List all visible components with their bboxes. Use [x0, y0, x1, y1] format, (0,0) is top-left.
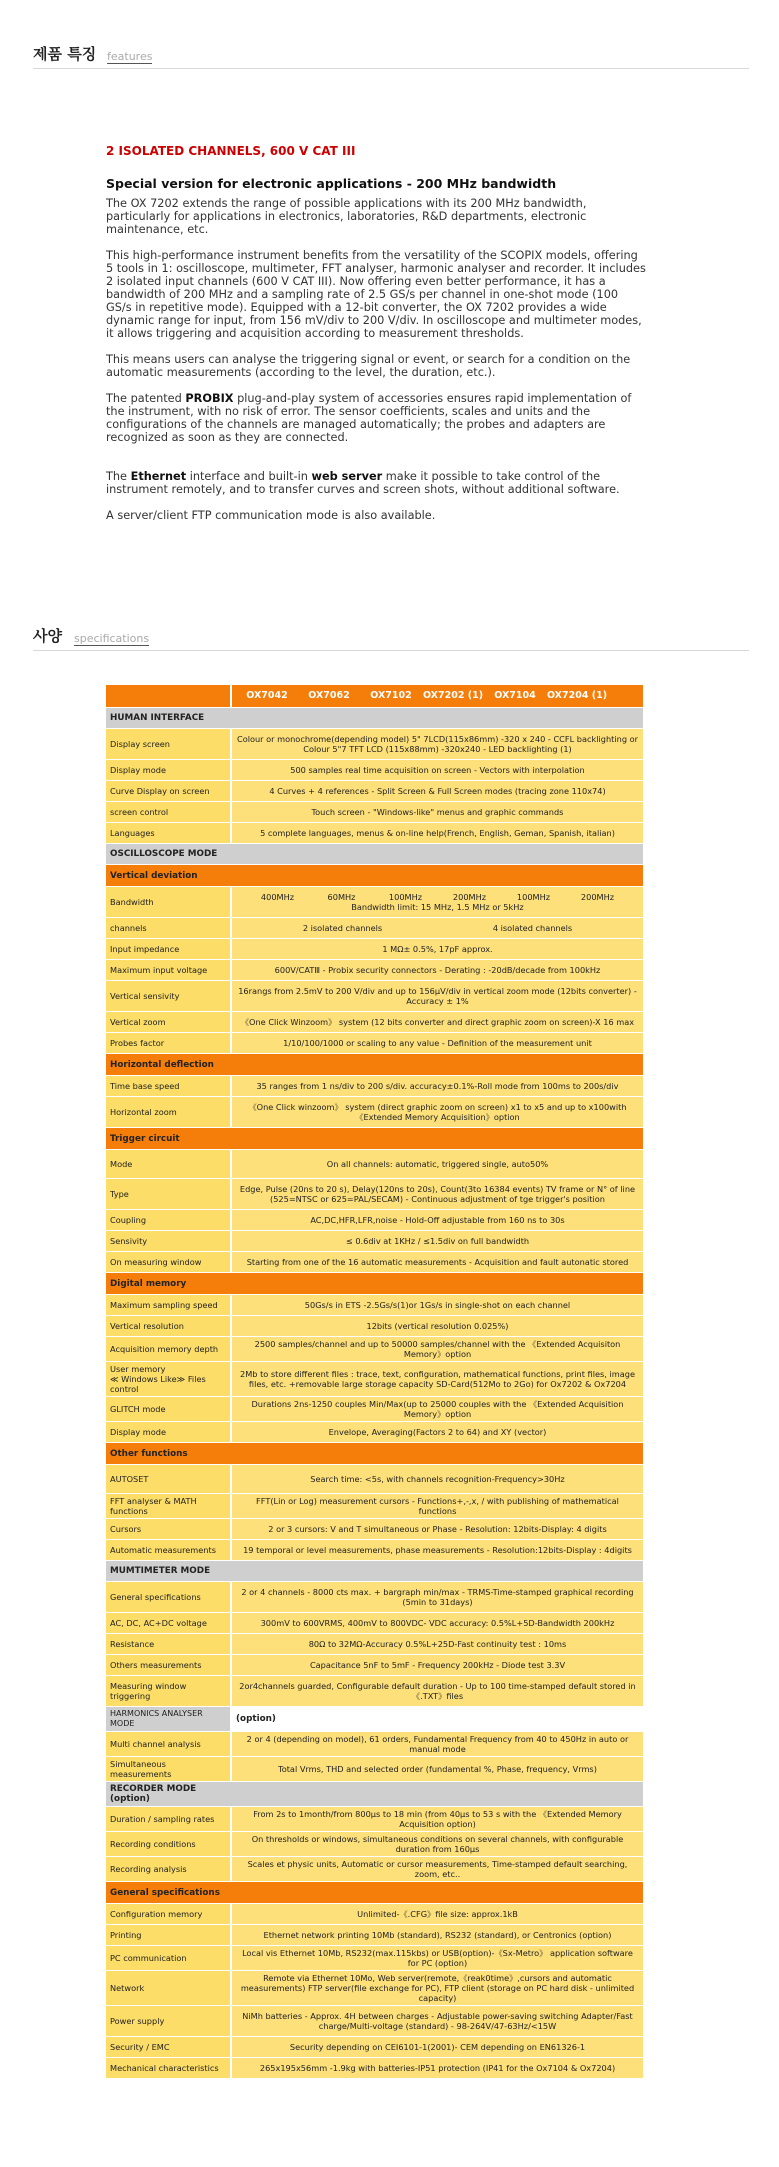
features-title-ko: 제품 특징	[33, 45, 97, 63]
table-row	[106, 2058, 643, 2078]
model-header-3: OX7202 (1)	[422, 690, 484, 701]
row-value: NiMh batteries - Approx. 4H between charges - Adjustable power-saving switching Adapter/Fast charge/Multi-voltage (standard) - 98-264V/47-63Hz/<15W	[232, 2006, 643, 2036]
features-paragraph-2: This high-performance instrument benefits from the versatility of the SCOPIX models, offering 5 tools in 1: oscilloscope, multimeter, FFT analyser, harmonic analyser and recorder. It includes 2 isolated input channels (600 V CAT III). Now offering even better performance, it has a bandwidth of 200 MHz and a sampling rate of 2.5 GS/s per channel in one-shot mode (100 GS/s in repetitive mode). Equipped with a 12-bit converter, the OX 7202 provides a wide dynamic range for input, from 156 mV/div to 200 V/div. In oscilloscope and multimeter modes, it allows triggering and acquisition according to measurement thresholds.	[106, 249, 646, 340]
row-value: Search time: <5s, with channels recognition-Frequency>30Hz	[232, 1465, 643, 1493]
row-label: Time base speed	[106, 1076, 232, 1096]
bandwidth-5: 200MHz	[580, 892, 615, 902]
table-row	[106, 887, 643, 917]
row-value: 600V/CATⅢ - Probix security connectors - Derating : -20dB/decade from 100kHz	[232, 960, 643, 980]
row-value: 265x195x56mm -1.9kg with batteries-IP51 protection (IP41 for the Ox7104 & Ox7204)	[232, 2058, 643, 2078]
section-label: General specifications	[106, 1882, 232, 1903]
model-header-row	[106, 685, 643, 707]
table-row	[106, 729, 643, 759]
row-label: screen control	[106, 802, 232, 822]
row-value: 2 or 4 (depending on model), 61 orders, Fundamental Frequency from 40 to 450Hz in auto or manual mode	[232, 1732, 643, 1756]
table-row	[106, 1757, 643, 1781]
section-label: Horizontal deflection	[106, 1054, 232, 1075]
row-label: Measuring window triggering	[106, 1676, 232, 1706]
section-label: Other functions	[106, 1443, 232, 1464]
row-value: Scales et physic units, Automatic or cursor measurements, Time-stamped default searching, zoom, etc..	[232, 1857, 643, 1881]
section-row	[106, 1707, 643, 1731]
row-label: Sensivity	[106, 1231, 232, 1251]
channels-2: 2 isolated channels	[302, 923, 383, 933]
features-paragraph-3: This means users can analyse the triggering signal or event, or search for a condition on the automatic measurements (according to the level, the duration, etc.).	[106, 353, 631, 379]
section-filler	[232, 1882, 643, 1903]
row-value: On all channels: automatic, triggered single, auto50%	[232, 1150, 643, 1178]
table-row	[106, 1807, 643, 1831]
row-value: Envelope, Averaging(Factors 2 to 64) and XY (vector)	[232, 1422, 643, 1442]
row-label: Mechanical characteristics	[106, 2058, 232, 2078]
row-value: 12bits (vertical resolution 0.025%)	[232, 1316, 643, 1336]
bandwidth-1: 60MHz	[327, 892, 356, 902]
row-label: Simultaneous measurements	[106, 1757, 232, 1781]
section-label: Vertical deviation	[106, 865, 232, 886]
row-value: From 2s to 1month/from 800μs to 18 min (from 40μs to 53 s with the 《Extended Memory Acquisition option)	[232, 1807, 643, 1831]
row-label: Curve Display on screen	[106, 781, 232, 801]
row-value: Total Vrms, THD and selected order (fundamental %, Phase, frequency, Vrms)	[232, 1757, 643, 1781]
section-row	[106, 1782, 643, 1806]
bandwidth-3: 200MHz	[452, 892, 487, 902]
table-row	[106, 1179, 643, 1209]
table-row	[106, 1465, 643, 1493]
features-paragraph-1: The OX 7202 extends the range of possible applications with its 200 MHz bandwidth, particularly for applications in electronics, laboratories, R&D departments, electronic maintenance, etc.	[106, 197, 587, 236]
row-value: Starting from one of the 16 automatic measurements - Acquisition and fault autonatic stored	[232, 1252, 643, 1272]
row-label: Duration / sampling rates	[106, 1807, 232, 1831]
table-row	[106, 1971, 643, 2005]
table-row	[106, 1925, 643, 1945]
table-row	[106, 960, 643, 980]
features-red-title: 2 ISOLATED CHANNELS, 600 V CAT III	[106, 144, 356, 158]
row-value: Remote via Ethernet 10Mo, Web server(remote,《reak0time》,cursors and automatic measurements) FTP server(file exchange for PC), FTP client (storage on PC hard disk - unlimited capacity)	[232, 1971, 643, 2005]
table-row	[106, 1295, 643, 1315]
row-value: Local vis Ethernet 10Mb, RS232(max.115kbs) or USB(option)-《Sx-Metro》 application software for PC (option)	[232, 1946, 643, 1970]
section-filler	[232, 1782, 643, 1806]
section-filler	[232, 865, 643, 886]
section-label: MUMTIMETER MODE	[106, 1561, 232, 1581]
section-row	[106, 1561, 643, 1581]
row-label: Coupling	[106, 1210, 232, 1230]
table-row	[106, 1150, 643, 1178]
table-row	[106, 2006, 643, 2036]
row-label: Recording analysis	[106, 1857, 232, 1881]
row-label: Configuration memory	[106, 1904, 232, 1924]
section-label: OSCILLOSCOPE MODE	[106, 844, 232, 864]
section-row	[106, 708, 643, 728]
row-label: Display mode	[106, 760, 232, 780]
section-filler	[232, 844, 643, 864]
table-row	[106, 1362, 643, 1396]
row-label: User memory ≪ Windows Like≫ Files control	[106, 1362, 232, 1396]
row-value: 80Ω to 32MΩ-Accuracy 0.5%L+25D-Fast continuity test : 10ms	[232, 1634, 643, 1654]
section-label: Trigger circuit	[106, 1128, 232, 1149]
table-row	[106, 981, 643, 1011]
row-label: Display mode	[106, 1422, 232, 1442]
row-value: 500 samples real time acquisition on screen - Vectors with interpolation	[232, 760, 643, 780]
features-paragraph-4: The patented PROBIX plug-and-play system of accessories ensures rapid implementation of the instrument, with no risk of error. The sensor coefficients, scales and units and the configurations of the channels are managed automatically; the probes and adapters are recognized as soon as they are connected.	[106, 392, 632, 444]
row-label: Languages	[106, 823, 232, 843]
row-label: PC communication	[106, 1946, 232, 1970]
row-label: Vertical resolution	[106, 1316, 232, 1336]
section-label: RECORDER MODE (option)	[106, 1782, 232, 1806]
row-label: AUTOSET	[106, 1465, 232, 1493]
row-value: Durations 2ns-1250 couples Min/Max(up to 25000 couples with the 《Extended Acquisition Memory》option	[232, 1397, 643, 1421]
features-paragraph-6: A server/client FTP communication mode is also available.	[106, 509, 436, 522]
row-value: Capacitance 5nF to 5mF - Frequency 200kHz - Diode test 3.3V	[232, 1655, 643, 1675]
section-row	[106, 1882, 643, 1903]
row-value	[232, 918, 643, 938]
row-label: AC, DC, AC+DC voltage	[106, 1613, 232, 1633]
table-row	[106, 1033, 643, 1053]
specs-section-header	[33, 620, 749, 651]
table-row	[106, 1316, 643, 1336]
row-label: Input impedance	[106, 939, 232, 959]
section-row	[106, 1054, 643, 1075]
row-value: 5 complete languages, menus & on-line help(French, English, Geman, Spanish, italian)	[232, 823, 643, 843]
row-value: 2Mb to store different files : trace, text, configuration, mathematical functions, print files, image files, etc. +removable large storage capacity SD-Card(512Mo to 2Go) for Ox7202 & Ox7204	[232, 1362, 643, 1396]
bandwidth-limit: Bandwidth limit: 15 MHz, 1.5 MHz or 5kHz	[351, 902, 524, 912]
row-value: Edge, Pulse (20ns to 20 s), Delay(120ns to 20s), Count(3to 16384 events) TV frame or N° of line (525=NTSC or 625=PAL/SECAM) - Continuous adjustment of tge trigger's position	[232, 1179, 643, 1209]
row-value: 300mV to 600VRMS, 400mV to 800VDC- VDC accuracy: 0.5%L+5D-Bandwidth 200kHz	[232, 1613, 643, 1633]
row-value: Ethernet network printing 10Mb (standard), RS232 (standard), or Centronics (option)	[232, 1925, 643, 1945]
section-filler	[232, 1054, 643, 1075]
row-value: 1 MΩ± 0.5%, 17pF approx.	[232, 939, 643, 959]
row-value: 50Gs/s in ETS -2.5Gs/s(1)or 1Gs/s in single-shot on each channel	[232, 1295, 643, 1315]
row-label: Vertical sensivity	[106, 981, 232, 1011]
row-label: Horizontal zoom	[106, 1097, 232, 1127]
table-row	[106, 1519, 643, 1539]
section-row	[106, 1273, 643, 1294]
section-row	[106, 1443, 643, 1464]
row-label: On measuring window	[106, 1252, 232, 1272]
bandwidth-2: 100MHz	[388, 892, 423, 902]
section-label: HUMAN INTERFACE	[106, 708, 232, 728]
row-value: 4 Curves + 4 references - Split Screen & Full Screen modes (tracing zone 110x74)	[232, 781, 643, 801]
table-row	[106, 1076, 643, 1096]
row-value: On thresholds or windows, simultaneous conditions on several channels, with configurable duration from 160μs	[232, 1832, 643, 1856]
features-section-header	[33, 38, 749, 69]
row-label: Mode	[106, 1150, 232, 1178]
table-row	[106, 918, 643, 938]
table-row	[106, 1857, 643, 1881]
table-row	[106, 1540, 643, 1560]
model-header-1: OX7062	[308, 690, 350, 701]
row-label: Display screen	[106, 729, 232, 759]
row-value: 《One Click winzoom》 system (direct graphic zoom on screen) x1 to x5 and up to x100with 《Extended Memory Acquisition》option	[232, 1097, 643, 1127]
row-value: 16rangs from 2.5mV to 200 V/div and up to 156μV/div in vertical zoom mode (12bits converter) -Accuracy ± 1%	[232, 981, 643, 1011]
table-row	[106, 1904, 643, 1924]
row-label: Probes factor	[106, 1033, 232, 1053]
table-row	[106, 1210, 643, 1230]
row-label: Vertical zoom	[106, 1012, 232, 1032]
row-value: FFT(Lin or Log) measurement cursors - Functions+,-,x, / with publishing of mathematical functions	[232, 1494, 643, 1518]
table-row	[106, 781, 643, 801]
table-row	[106, 1613, 643, 1633]
table-row	[106, 1946, 643, 1970]
model-header-5: OX7204 (1)	[546, 690, 608, 701]
row-label: Bandwidth	[106, 887, 232, 917]
section-label: HARMONICS ANALYSER MODE	[106, 1707, 232, 1731]
model-header-0: OX7042	[246, 690, 288, 701]
bandwidth-values	[236, 892, 639, 902]
specs-title-en: specifications	[74, 632, 150, 645]
row-label: Resistance	[106, 1634, 232, 1654]
table-row	[106, 1012, 643, 1032]
table-row	[106, 1582, 643, 1612]
table-row	[106, 1494, 643, 1518]
section-filler	[232, 1561, 643, 1581]
row-value: Touch screen - "Windows-like" menus and graphic commands	[232, 802, 643, 822]
specifications-table	[106, 684, 643, 2079]
row-label: Cursors	[106, 1519, 232, 1539]
table-row	[106, 1097, 643, 1127]
section-note: (option)	[232, 1707, 643, 1731]
row-label: Network	[106, 1971, 232, 2005]
row-label: Multi channel analysis	[106, 1732, 232, 1756]
row-value: 2 or 4 channels - 8000 cts max. + bargraph min/max - TRMS-Time-stamped graphical recording (5min to 31days)	[232, 1582, 643, 1612]
row-label: channels	[106, 918, 232, 938]
table-row	[106, 1231, 643, 1251]
specs-title-ko: 사양	[33, 627, 62, 645]
row-value: 35 ranges from 1 ns/div to 200 s/div. accuracy±0.1%-Roll mode from 100ms to 200s/div	[232, 1076, 643, 1096]
features-body	[106, 145, 646, 535]
row-label: Printing	[106, 1925, 232, 1945]
row-label: Power supply	[106, 2006, 232, 2036]
table-row	[106, 1634, 643, 1654]
section-row	[106, 844, 643, 864]
model-header-2: OX7102	[370, 690, 412, 701]
table-row	[106, 2037, 643, 2057]
table-row	[106, 1252, 643, 1272]
section-filler	[232, 1273, 643, 1294]
section-filler	[232, 1443, 643, 1464]
row-value: Security depending on CEI6101-1(2001)- CEM depending on EN61326-1	[232, 2037, 643, 2057]
row-label: Recording conditions	[106, 1832, 232, 1856]
table-row	[106, 1337, 643, 1361]
row-value: 2500 samples/channel and up to 50000 samples/channel with the 《Extended Acquisiton Memory》option	[232, 1337, 643, 1361]
section-row	[106, 865, 643, 886]
row-value: 2 or 3 cursors: V and T simultaneous or Phase - Resolution: 12bits-Display: 4 digits	[232, 1519, 643, 1539]
table-row	[106, 802, 643, 822]
row-value: 1/10/100/1000 or scaling to any value - Definition of the measurement unit	[232, 1033, 643, 1053]
section-label: Digital memory	[106, 1273, 232, 1294]
table-row	[106, 760, 643, 780]
bandwidth-4: 100MHz	[516, 892, 551, 902]
table-row	[106, 1732, 643, 1756]
table-row	[106, 939, 643, 959]
features-subtitle: Special version for electronic applications - 200 MHz bandwidth	[106, 176, 557, 191]
row-value: 《One Click Winzoom》 system (12 bits converter and direct graphic zoom on screen)-X 16 max	[232, 1012, 643, 1032]
table-row	[106, 1655, 643, 1675]
bandwidth-0: 400MHz	[260, 892, 295, 902]
section-filler	[232, 1128, 643, 1149]
table-row	[106, 1422, 643, 1442]
row-value: Unlimited-《.CFG》file size: approx.1kB	[232, 1904, 643, 1924]
model-header-cells	[232, 685, 643, 707]
row-label: Automatic measurements	[106, 1540, 232, 1560]
channels-4: 4 isolated channels	[492, 923, 573, 933]
table-row	[106, 1832, 643, 1856]
row-label: Maximum input voltage	[106, 960, 232, 980]
section-filler	[232, 708, 643, 728]
row-label: GLITCH mode	[106, 1397, 232, 1421]
table-row	[106, 1676, 643, 1706]
row-label: Acquisition memory depth	[106, 1337, 232, 1361]
section-row	[106, 1128, 643, 1149]
row-value: 2or4channels guarded, Configurable default duration - Up to 100 time-stamped default stored in 《.TXT》files	[232, 1676, 643, 1706]
row-value	[232, 887, 643, 917]
row-label: FFT analyser & MATH functions	[106, 1494, 232, 1518]
model-header-4: OX7104	[494, 690, 536, 701]
table-row	[106, 823, 643, 843]
row-label: Others measurements	[106, 1655, 232, 1675]
row-label: General specifications	[106, 1582, 232, 1612]
row-label: Type	[106, 1179, 232, 1209]
features-title-en: features	[107, 50, 153, 63]
row-label: Maximum sampling speed	[106, 1295, 232, 1315]
row-value: 19 temporal or level measurements, phase measurements - Resolution:12bits-Display : 4digits	[232, 1540, 643, 1560]
row-label: Security / EMC	[106, 2037, 232, 2057]
features-paragraph-5: The Ethernet interface and built-in web server make it possible to take control of the instrument remotely, and to transfer curves and screen shots, without additional software.	[106, 470, 620, 496]
row-value: ≤ 0.6div at 1KHz / ≤1.5div on full bandwidth	[232, 1231, 643, 1251]
row-value: Colour or monochrome(depending model) 5" 7LCD(115x86mm) -320 x 240 - CCFL backlighting or Colour 5"7 TFT LCD (115x88mm) -320x240 - LED backlighting (1)	[232, 729, 643, 759]
row-value: AC,DC,HFR,LFR,noise - Hold-Off adjustable from 160 ns to 30s	[232, 1210, 643, 1230]
table-row	[106, 1397, 643, 1421]
